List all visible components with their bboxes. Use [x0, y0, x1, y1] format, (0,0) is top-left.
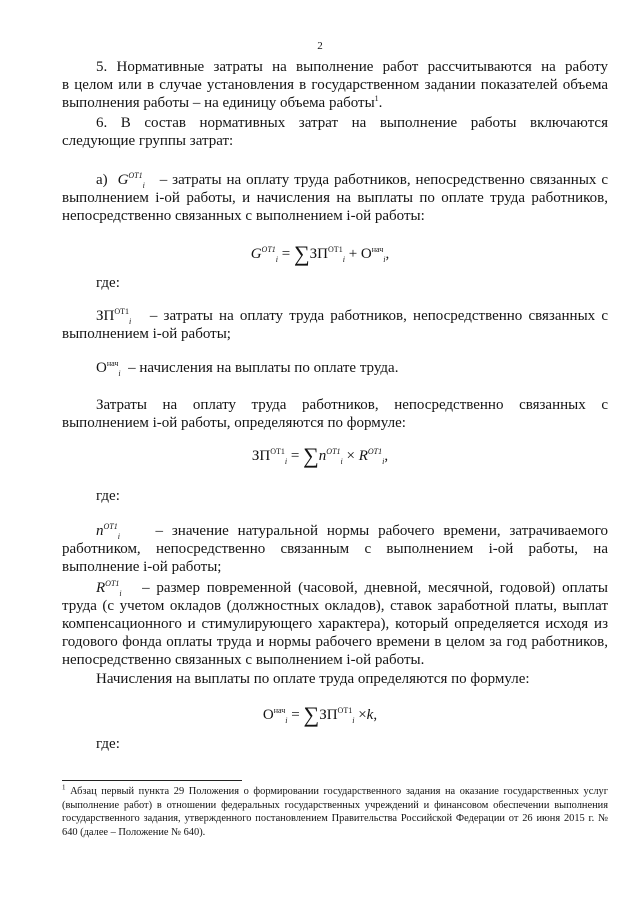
symbol-g-base: G — [117, 172, 129, 188]
formula-1-eq: = — [281, 246, 291, 262]
definition-n-line-2: работником, непосредственно связанным с выполнением i-ой работы, на — [62, 541, 608, 557]
item-a-line-2: выполнением i-ой работы, и начисления на выплаты по оплате труда работников, — [62, 190, 608, 206]
formula-3-tail: , — [373, 707, 378, 723]
formula-2-term-1-base: n — [318, 448, 327, 464]
formula-3-term-1-base: ЗП — [319, 707, 338, 723]
definition-n-line-3: выполнение i-ой работы; — [62, 559, 222, 575]
paragraph-nachisleniya — [62, 670, 608, 688]
formula-3-lhs-sub: i — [285, 716, 288, 725]
definition-zp — [62, 307, 608, 343]
formula-2-term-2-base: R — [358, 448, 368, 464]
formula-2-lhs-sub: i — [284, 457, 288, 466]
paragraph-nachisleniya-line-1: Начисления на выплаты по оплате труда определяются по формуле: — [96, 671, 530, 687]
symbol-r-sub: i — [119, 589, 122, 598]
formula-2-term-1-sup: OT1 — [326, 447, 341, 456]
formula-2-term-1-sub: i — [340, 457, 343, 466]
definition-r-line-4: годового фонда оплаты труда и нормы рабочего времени в целом за год работников, — [62, 634, 608, 650]
definition-r-line-1-text: – размер повременной (часовой, дневной, месячной, годовой) оплаты — [142, 580, 609, 596]
formula-2-term-2-sub: i — [382, 457, 385, 466]
symbol-r-ot1 — [96, 580, 122, 596]
footnote-reference[interactable]: 1 — [374, 94, 379, 103]
sum-sign: ∑ — [293, 241, 310, 266]
formula-2-lhs-sup: OT1 — [270, 447, 285, 456]
definition-o-text: – начисления на выплаты по оплате труда. — [128, 360, 399, 376]
definition-zp-line-1-text: – затраты на оплату труда работников, непосредственно связанных с — [149, 308, 608, 324]
definition-r — [62, 579, 608, 669]
paragraph-6-line-2: следующие группы затрат: — [62, 133, 234, 149]
footnote-divider — [62, 780, 242, 781]
paragraph-zatraty — [62, 396, 608, 432]
symbol-n-base: n — [96, 523, 104, 539]
formula-3-k: k — [366, 707, 374, 723]
formula-1-term-2 — [361, 246, 386, 262]
formula-2-term-2-sup: OT1 — [367, 447, 383, 456]
footnote-number: 1 — [62, 783, 66, 792]
formula-3-times: × — [358, 707, 367, 723]
formula-2 — [0, 443, 640, 468]
symbol-o-nach — [96, 360, 121, 376]
symbol-r-sup: OT1 — [105, 579, 120, 588]
footnote-text: Абзац первый пункта 29 Положения о формировании государственного задания на оказание государственных услуг (выполнение работ) в отношении федеральных государственных учреждений и финансовом обеспечении выполнения государственного задания, утвержденного постановлением Правительства Российской Федерации от 26 июня 2015 г. № 640 (далее – Положение № 640). — [62, 786, 608, 838]
formula-2-term-2 — [359, 448, 385, 464]
where-label-2: где: — [96, 488, 120, 504]
symbol-o-sup: нач — [106, 359, 119, 368]
page-number: 2 — [317, 40, 323, 52]
symbol-o-sub: i — [118, 369, 121, 378]
formula-1-lhs-sup: OT1 — [261, 245, 276, 254]
definition-o — [62, 359, 608, 377]
paragraph-6-line-1: 6. В состав нормативных затрат на выполнение работы включаются — [96, 115, 608, 131]
symbol-zp-ot1 — [96, 308, 131, 324]
item-a-line-3: непосредственно связанных с выполнением i-ой работы: — [62, 208, 425, 224]
where-label-3: где: — [96, 736, 120, 752]
formula-1-term-1 — [310, 246, 345, 262]
formula-1-term-1-base: ЗП — [309, 246, 329, 262]
formula-1-term-2-base: O — [360, 246, 372, 262]
paragraph-5-line-3-text: выполнения работы – на единицу объема работы — [62, 95, 375, 111]
symbol-g-ot1 — [118, 172, 145, 188]
definition-zp-line-1 — [62, 307, 608, 325]
paragraph-5-line-3-end: . — [378, 95, 383, 111]
footnote — [62, 785, 608, 839]
formula-3-term-1-sup: OT1 — [337, 706, 353, 715]
paragraph-6 — [62, 114, 608, 150]
formula-1-term-2-sub: i — [383, 255, 386, 264]
formula-2-term-1 — [319, 448, 343, 464]
definition-r-line-2: труда (с учетом окладов (должностных окладов), ставок заработной платы, выплат — [62, 598, 608, 614]
formula-1-lhs — [251, 246, 278, 262]
symbol-g-sub: i — [142, 181, 145, 190]
symbol-n-ot1 — [96, 523, 120, 539]
formula-1-tail: , — [385, 246, 390, 262]
formula-2-tail: , — [384, 448, 389, 464]
item-a-line-1 — [62, 171, 608, 189]
definition-n-line-1-text: – значение натуральной нормы рабочего времени, затрачиваемого — [155, 523, 609, 539]
symbol-r-base: R — [96, 580, 106, 596]
sum-sign-2: ∑ — [303, 443, 319, 468]
definition-zp-line-2: выполнением i-ой работы; — [62, 326, 231, 342]
symbol-zp-sub: i — [129, 317, 132, 326]
symbol-zp-sup: OT1 — [114, 307, 130, 316]
formula-1-term-2-sup: нач — [371, 245, 384, 254]
paragraph-5 — [62, 58, 608, 112]
formula-2-lhs — [252, 448, 287, 464]
formula-1-lhs-base: G — [250, 246, 262, 262]
formula-2-lhs-base: ЗП — [251, 448, 271, 464]
item-a — [62, 171, 608, 225]
formula-3 — [0, 702, 640, 727]
formula-1 — [0, 241, 640, 266]
formula-3-term-1-sub: i — [352, 716, 355, 725]
formula-3-lhs — [263, 707, 288, 723]
definition-n-line-1 — [62, 522, 608, 540]
formula-2-times: × — [346, 448, 355, 464]
paragraph-zatraty-line-1: Затраты на оплату труда работников, непосредственно связанных с — [96, 397, 608, 413]
formula-1-term-1-sub: i — [342, 255, 345, 264]
symbol-o-base: O — [96, 360, 107, 376]
definition-n — [62, 522, 608, 576]
formula-1-lhs-sub: i — [275, 255, 279, 264]
formula-3-lhs-base: O — [262, 707, 274, 723]
paragraph-zatraty-line-2: выполнением i-ой работы, определяются по формуле: — [62, 415, 406, 431]
symbol-n-sub: i — [117, 532, 120, 541]
where-label-1: где: — [96, 275, 120, 291]
symbol-n-sup: OT1 — [103, 522, 118, 531]
formula-1-plus: + — [348, 246, 358, 262]
formula-3-eq: = — [291, 707, 300, 723]
formula-1-term-1-sup: OT1 — [328, 245, 343, 254]
paragraph-5-line-2: в целом или в случае установления в государственном задании показателей объема — [62, 77, 608, 93]
formula-2-eq: = — [290, 448, 300, 464]
definition-o-line-1 — [62, 359, 608, 377]
definition-r-line-1 — [62, 579, 608, 597]
symbol-g-sup: OT1 — [128, 171, 143, 180]
formula-3-lhs-sup: нач — [273, 706, 286, 715]
sum-sign-3: ∑ — [303, 702, 320, 727]
definition-r-line-3: компенсационного и стимулирующего характера), который определяется исходя из — [62, 616, 608, 632]
paragraph-5-line-3 — [62, 94, 608, 112]
formula-3-term-1 — [319, 707, 354, 723]
symbol-zp-base: ЗП — [96, 308, 115, 324]
item-a-marker: а) — [96, 172, 108, 188]
definition-r-line-5: непосредственно связанных с выполнением i-ой работы. — [62, 652, 425, 668]
paragraph-5-line-1: 5. Нормативные затраты на выполнение работ рассчитываются на работу — [96, 59, 608, 75]
item-a-line-1-text: – затраты на оплату труда работников, непосредственно связанных с — [159, 172, 609, 188]
